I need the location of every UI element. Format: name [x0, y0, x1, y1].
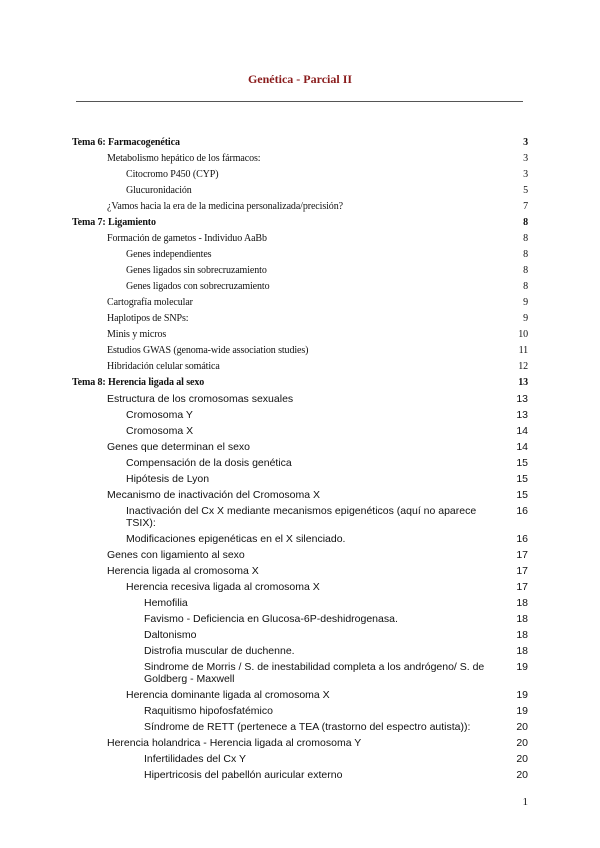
- toc-entry-title: Estructura de los cromosomas sexuales: [107, 393, 294, 405]
- toc-entry-title: Daltonismo: [144, 629, 197, 641]
- toc-entry-page: 19: [516, 705, 528, 717]
- toc-entry-title: Hipertricosis del pabellón auricular externo: [144, 769, 343, 781]
- toc-entry[interactable]: [72, 199, 528, 215]
- toc-entry-title: Raquitismo hipofosfatémico: [144, 705, 273, 717]
- toc-entry-title: Genes independientes: [126, 249, 212, 260]
- toc-entry[interactable]: [72, 231, 528, 247]
- toc-entry-page: 5: [523, 185, 528, 196]
- toc-entry-page: 19: [516, 689, 528, 701]
- toc-entry-title: Favismo - Deficiencia en Glucosa-6P-deshidrogenasa.: [144, 613, 398, 625]
- title-divider: [76, 101, 523, 102]
- toc-entry-page: 17: [516, 549, 528, 561]
- toc-entry-title: Sindrome de Morris / S. de inestabilidad completa a los andrógeno/ S. de Goldberg - Maxwell: [144, 661, 485, 685]
- toc-entry-title: Hipótesis de Lyon: [126, 473, 210, 485]
- toc-entry-page: 3: [523, 137, 528, 148]
- toc-entry[interactable]: [72, 151, 528, 167]
- toc-entry[interactable]: [72, 311, 528, 327]
- toc-entry-page: 8: [523, 265, 528, 276]
- toc-entry-title: Haplotipos de SNPs:: [107, 313, 189, 324]
- toc-entry-title: Herencia ligada al cromosoma X: [107, 565, 259, 577]
- toc-entry[interactable]: [72, 359, 528, 375]
- toc-entry-title: Mecanismo de inactivación del Cromosoma X: [107, 489, 321, 501]
- toc-entry-page: 3: [523, 153, 528, 164]
- toc-entry-page: 15: [516, 473, 528, 485]
- toc-entry-title: Cromosoma X: [126, 425, 194, 437]
- toc-entry-title: Infertilidades del Cx Y: [144, 753, 246, 765]
- toc-entry-page: 16: [516, 505, 528, 517]
- toc-entry[interactable]: [72, 659, 528, 687]
- toc-entry-title: Glucuronidación: [126, 185, 192, 196]
- toc-entry-page: 13: [516, 393, 528, 405]
- toc-entry-title: Minis y micros: [107, 329, 167, 340]
- toc-entry-page: 8: [523, 217, 528, 228]
- toc-entry-page: 13: [516, 409, 528, 421]
- toc-entry-page: 8: [523, 233, 528, 244]
- toc-entry-page: 17: [516, 581, 528, 593]
- toc-entry[interactable]: [72, 439, 528, 455]
- toc-entry[interactable]: [72, 487, 528, 503]
- toc-entry-title: Genes con ligamiento al sexo: [107, 549, 245, 561]
- toc-entry[interactable]: [72, 167, 528, 183]
- toc-entry[interactable]: [72, 455, 528, 471]
- toc-entry[interactable]: [72, 279, 528, 295]
- toc-entry-page: 14: [516, 441, 528, 453]
- toc-entry-title: Tema 7: Ligamiento: [72, 217, 156, 228]
- page-number: 1: [522, 796, 528, 808]
- toc-entry[interactable]: [72, 595, 528, 611]
- toc-entry-page: 14: [516, 425, 528, 437]
- toc-entry[interactable]: [72, 215, 528, 231]
- toc-entry[interactable]: [72, 247, 528, 263]
- toc-entry-title: Distrofia muscular de duchenne.: [144, 645, 295, 657]
- toc-entry[interactable]: [72, 375, 528, 391]
- toc-entry-page: 17: [516, 565, 528, 577]
- toc-entry-page: 8: [523, 249, 528, 260]
- toc-entry-title: Inactivación del Cx X mediante mecanismos epigenéticos (aquí no aparece TSIX):: [126, 505, 477, 529]
- toc-entry[interactable]: [72, 391, 528, 407]
- toc-entry-title: Modificaciones epigenéticas en el X silenciado.: [126, 533, 346, 545]
- toc-entry-page: 16: [516, 533, 528, 545]
- toc-entry[interactable]: [72, 263, 528, 279]
- table-of-contents: [72, 135, 528, 783]
- toc-entry-title: Metabolismo hepático de los fármacos:: [107, 153, 261, 164]
- toc-entry[interactable]: [72, 611, 528, 627]
- toc-entry-title: Cromosoma Y: [126, 409, 193, 421]
- toc-entry-title: Hemofilia: [144, 597, 188, 609]
- toc-entry[interactable]: [72, 183, 528, 199]
- toc-entry-title: Formación de gametos - Individuo AaBb: [107, 233, 267, 244]
- toc-entry[interactable]: [72, 423, 528, 439]
- toc-entry-title: Cartografía molecular: [107, 297, 193, 308]
- toc-entry-title: Compensación de la dosis genética: [126, 457, 292, 469]
- toc-entry-page: 11: [518, 345, 528, 356]
- toc-entry[interactable]: [72, 295, 528, 311]
- toc-entry[interactable]: [72, 407, 528, 423]
- toc-entry-page: 20: [516, 721, 528, 733]
- toc-entry[interactable]: [72, 643, 528, 659]
- toc-entry-title: Hibridación celular somática: [107, 361, 220, 372]
- toc-entry-page: 15: [516, 489, 528, 501]
- toc-entry[interactable]: [72, 531, 528, 547]
- document-title: Genética - Parcial II: [247, 72, 353, 86]
- toc-entry-title: Síndrome de RETT (pertenece a TEA (trastorno del espectro autista)):: [144, 721, 471, 733]
- toc-entry-page: 9: [523, 313, 528, 324]
- toc-entry-page: 18: [516, 597, 528, 609]
- toc-entry[interactable]: [72, 719, 528, 735]
- toc-entry-page: 18: [516, 645, 528, 657]
- toc-entry-page: 10: [518, 329, 528, 340]
- toc-entry-page: 20: [516, 737, 528, 749]
- toc-entry[interactable]: [72, 327, 528, 343]
- toc-entry-title: Herencia dominante ligada al cromosoma X: [126, 689, 330, 701]
- toc-entry-page: 20: [516, 769, 528, 781]
- toc-entry-page: 19: [516, 661, 528, 673]
- toc-entry[interactable]: [72, 579, 528, 595]
- toc-entry-title: Genes que determinan el sexo: [107, 441, 251, 453]
- toc-entry[interactable]: [72, 503, 528, 531]
- toc-entry-title: Herencia holandrica - Herencia ligada al cromosoma Y: [107, 737, 362, 749]
- toc-entry-title: Herencia recesiva ligada al cromosoma X: [126, 581, 320, 593]
- toc-entry-page: 18: [516, 629, 528, 641]
- toc-entry-page: 13: [518, 377, 528, 388]
- toc-entry[interactable]: [72, 687, 528, 703]
- toc-entry[interactable]: [72, 735, 528, 751]
- toc-entry-title: Estudios GWAS (genoma-wide association studies): [107, 345, 309, 356]
- toc-entry-page: 12: [518, 361, 528, 372]
- toc-entry-title: Genes ligados con sobrecruzamiento: [126, 281, 270, 292]
- toc-entry-page: 3: [523, 169, 528, 180]
- toc-entry[interactable]: [72, 627, 528, 643]
- toc-entry[interactable]: [72, 703, 528, 719]
- toc-entry-page: 18: [516, 613, 528, 625]
- toc-entry[interactable]: [72, 751, 528, 767]
- toc-entry-title: Tema 6: Farmacogenética: [72, 137, 180, 148]
- toc-entry[interactable]: [72, 343, 528, 359]
- toc-entry-page: 15: [516, 457, 528, 469]
- toc-entry-title: Citocromo P450 (CYP): [126, 169, 219, 180]
- toc-entry[interactable]: [72, 471, 528, 487]
- toc-entry-title: Genes ligados sin sobrecruzamiento: [126, 265, 267, 276]
- toc-entry[interactable]: [72, 547, 528, 563]
- toc-entry-page: 9: [523, 297, 528, 308]
- toc-entry-page: 20: [516, 753, 528, 765]
- toc-entry[interactable]: [72, 563, 528, 579]
- toc-entry[interactable]: [72, 135, 528, 151]
- toc-entry-title: Tema 8: Herencia ligada al sexo: [72, 377, 205, 388]
- toc-entry-title: ¿Vamos hacia la era de la medicina personalizada/precisión?: [107, 201, 343, 212]
- toc-entry-page: 8: [523, 281, 528, 292]
- toc-entry[interactable]: [72, 767, 528, 783]
- toc-entry-page: 7: [523, 201, 528, 212]
